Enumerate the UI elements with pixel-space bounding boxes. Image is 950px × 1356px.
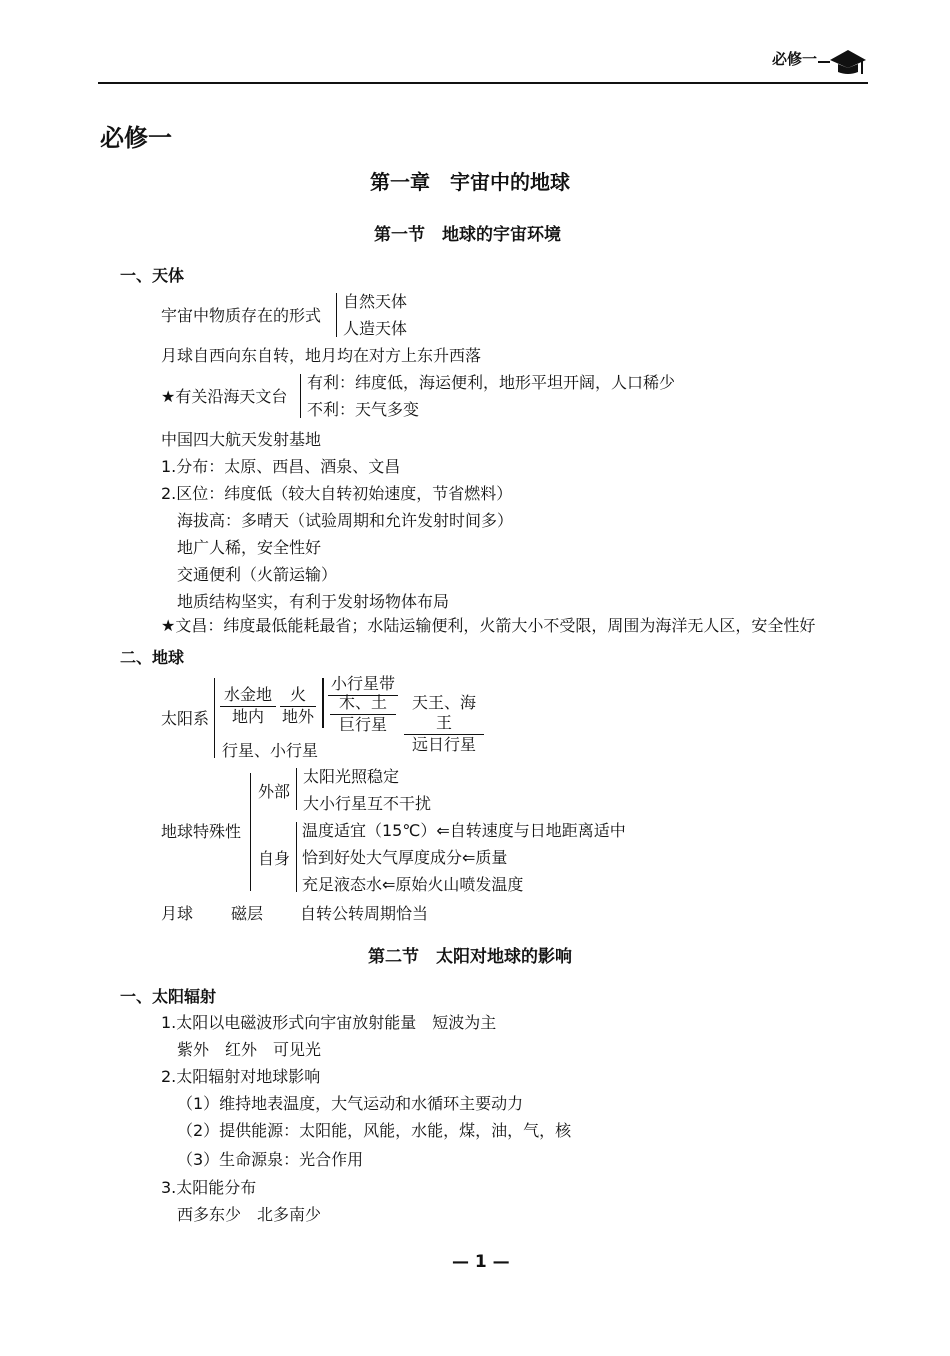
self-item: 恰到好处大气厚度成分⇐质量 [302,848,508,867]
self-item: 温度适宜（15℃）⇐自转速度与日地距离适中 [302,821,626,840]
brace [296,768,297,810]
brace [336,293,337,337]
moon-row-item: 磁层 [231,904,264,923]
running-title: 必修一 [772,50,818,68]
coastal-item: 不利：天气多变 [307,400,420,419]
special-label: 地球特殊性 [161,822,242,841]
outer-item: 大小行星互不干扰 [303,794,432,813]
location-item: 地广人稀，安全性好 [177,538,322,557]
divider [322,678,324,728]
brace [250,773,251,891]
wenchang-note: ★文昌：纬度最低能耗最省；水陆运输便利，火箭大小不受限，周围为海洋无人区，安全性好 [161,616,816,635]
outer-item: 太阳光照稳定 [303,767,400,786]
location: 2.区位：纬度低（较大自转初始速度，节省燃料） [161,484,513,503]
section2-item: 2.太阳辐射对地球影响 [161,1067,321,1086]
section2-title: 第二节 太阳对地球的影响 [368,947,572,967]
part2-heading: 二、地球 [120,648,185,667]
fraction-asteroid-belt: 小行星带 [328,674,398,696]
book-title: 必修一 [100,124,172,152]
section1-title: 第一节 地球的宇宙环境 [374,225,561,245]
section2-item: （2）提供能源：太阳能，风能，水能，煤，油，气，核 [177,1121,572,1140]
solar-system-label: 太阳系 [161,709,210,728]
header-rule [98,82,868,84]
section2-item: （3）生命源泉：光合作用 [177,1150,364,1169]
location-item: 地质结构坚实，有利于发射场物体布局 [177,592,450,611]
page-number: — 1 — [452,1252,510,1272]
fraction-inner-planets: 水金地 地内 [220,685,276,727]
moon-line: 月球自西向东自转，地月均在对方上东升西落 [161,346,482,365]
outer-label: 外部 [258,782,291,801]
section2-heading: 一、太阳辐射 [120,987,217,1006]
moon-row-item: 月球 [161,904,194,923]
form-item: 人造天体 [343,319,408,338]
location-item: 交通便利（火箭运输） [177,565,338,584]
small-planets: 行星、小行星 [222,741,319,760]
section2-item: 3.太阳能分布 [161,1178,257,1197]
forms-label: 宇宙中物质存在的形式 [161,306,322,325]
form-item: 自然天体 [343,292,408,311]
distribution: 1.分布：太原、西昌、酒泉、文昌 [161,457,401,476]
part1-heading: 一、天体 [120,266,185,285]
fraction-ice-giants: 天王、海王 远日行星 [404,693,484,755]
self-item: 充足液态水⇐原始火山喷发温度 [302,875,524,894]
section2-item: 1.太阳以电磁波形式向宇宙放射能量 短波为主 [161,1013,497,1032]
brace [296,822,297,892]
location-item: 海拔高：多晴天（试验周期和允许发射时间多） [177,511,514,530]
chapter-title: 第一章 宇宙中的地球 [370,170,570,194]
self-label: 自身 [258,849,291,868]
coastal-item: 有利：纬度低，海运便利，地形平坦开阔，人口稀少 [307,373,676,392]
fraction-mars: 火 地外 [281,685,314,726]
section2-item: （1）维持地表温度，大气运动和水循环主要动力 [177,1094,524,1113]
china-bases: 中国四大航天发射基地 [161,430,322,449]
graduation-cap-icon [818,42,866,78]
brace [214,678,215,758]
section2-item: 紫外 红外 可见光 [177,1040,322,1059]
coastal-label: ★有关沿海天文台 [161,387,288,406]
section2-item: 西多东少 北多南少 [177,1205,322,1224]
brace [300,374,301,418]
moon-row-item: 自转公转周期恰当 [300,904,429,923]
fraction-gas-giants: 木、土 巨行星 [330,693,396,735]
